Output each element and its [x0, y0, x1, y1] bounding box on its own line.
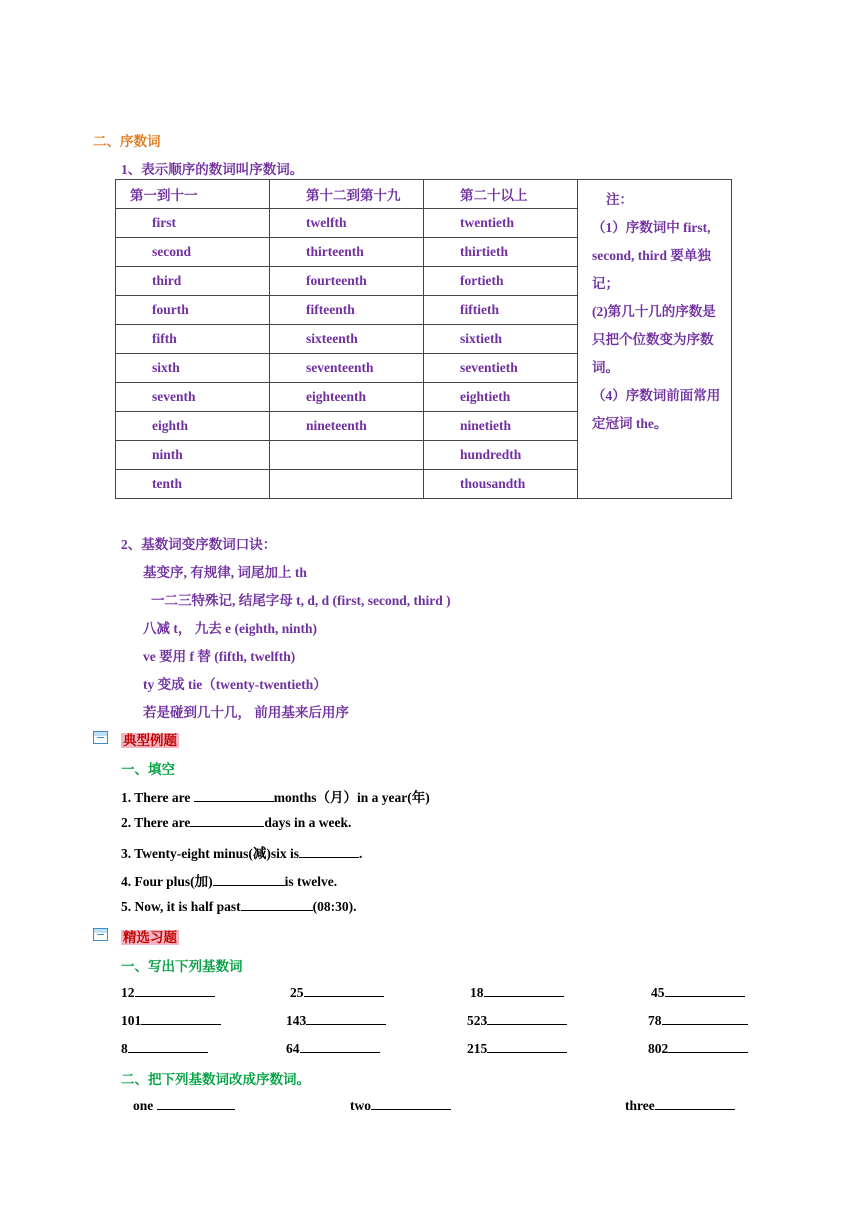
- examples-sub: 一、填空: [121, 762, 175, 777]
- number-label: 101: [121, 1013, 142, 1028]
- exercises-sub-1: 一、写出下列基数词: [121, 959, 243, 974]
- examples-heading: 典型例题: [123, 733, 177, 748]
- table-cell: fiftieth: [424, 296, 578, 325]
- example-text: 3. Twenty-eight minus(减)six is: [121, 846, 300, 861]
- table-cell: eighth: [116, 412, 270, 441]
- number-item: [121, 1040, 208, 1057]
- table-cell: [270, 441, 424, 470]
- table-cell: fortieth: [424, 267, 578, 296]
- answer-blank[interactable]: [299, 845, 359, 858]
- answer-blank[interactable]: [668, 1040, 748, 1053]
- table-cell: seventieth: [424, 354, 578, 383]
- example-item: [121, 842, 362, 862]
- answer-blank[interactable]: [662, 1012, 748, 1025]
- number-item: [286, 1012, 386, 1029]
- book-icon: [93, 731, 108, 744]
- example-text: (08:30).: [312, 899, 357, 914]
- number-item: [286, 1040, 380, 1057]
- table-cell: third: [116, 267, 270, 296]
- word-item: [625, 1097, 735, 1114]
- example-text: 2. There are: [121, 815, 191, 830]
- table-header: 第十二到第十九: [270, 180, 424, 209]
- table-cell: thirtieth: [424, 238, 578, 267]
- word-item: [133, 1097, 235, 1114]
- table-cell: seventeenth: [270, 354, 424, 383]
- word-label: three: [625, 1098, 655, 1113]
- book-icon: [93, 928, 108, 941]
- number-label: 78: [648, 1013, 662, 1028]
- example-text: 1. There are: [121, 790, 194, 805]
- number-item: [651, 984, 745, 1001]
- number-item: [648, 1040, 748, 1057]
- table-header: 第二十以上: [424, 180, 578, 209]
- table-cell: hundredth: [424, 441, 578, 470]
- point-2-title: 2、基数词变序数词口诀：: [121, 537, 277, 552]
- section-title: 二、序数词: [93, 134, 161, 149]
- table-cell: nineteenth: [270, 412, 424, 441]
- example-text: 5. Now, it is half past: [121, 899, 241, 914]
- table-cell: fourth: [116, 296, 270, 325]
- number-item: [121, 984, 215, 1001]
- answer-blank[interactable]: [484, 984, 564, 997]
- answer-blank[interactable]: [306, 1012, 386, 1025]
- point-1: 1、表示顺序的数词叫序数词。: [121, 162, 304, 177]
- answer-blank[interactable]: [194, 789, 274, 802]
- word-item: [350, 1097, 451, 1114]
- example-item: [121, 814, 351, 831]
- number-item: [467, 1012, 567, 1029]
- number-label: 8: [121, 1041, 128, 1056]
- table-cell: twentieth: [424, 209, 578, 238]
- number-label: 18: [470, 985, 484, 1000]
- answer-blank[interactable]: [487, 1012, 567, 1025]
- note-line: (2)第几十几的序数是只把个位数变为序数词。: [592, 304, 716, 375]
- table-cell: ninth: [116, 441, 270, 470]
- table-note: [578, 180, 732, 499]
- answer-blank[interactable]: [157, 1097, 235, 1110]
- mnemonic-line: 基变序, 有规律, 词尾加上 th: [143, 565, 307, 580]
- ordinal-table: [115, 179, 732, 499]
- exercises-sub-2: 二、把下列基数词改成序数词。: [121, 1072, 310, 1087]
- table-cell: fourteenth: [270, 267, 424, 296]
- number-label: 45: [651, 985, 665, 1000]
- example-text: is twelve.: [284, 874, 338, 889]
- table-cell: eighteenth: [270, 383, 424, 412]
- exercises-heading: 精选习题: [123, 930, 177, 945]
- exercises-heading-wrap: [121, 926, 179, 946]
- answer-blank[interactable]: [128, 1040, 208, 1053]
- mnemonic-line: ve 要用 f 替 (fifth, twelfth): [143, 649, 296, 664]
- answer-blank[interactable]: [141, 1012, 221, 1025]
- table-cell: seventh: [116, 383, 270, 412]
- examples-heading-wrap: [121, 729, 179, 749]
- mnemonic-line: 一二三特殊记, 结尾字母 t, d, d (first, second, third ): [151, 593, 451, 608]
- number-item: [470, 984, 564, 1001]
- example-text: months（月）in a year(年): [273, 790, 430, 805]
- example-text: .: [359, 846, 363, 861]
- table-cell: first: [116, 209, 270, 238]
- number-label: 143: [286, 1013, 307, 1028]
- note-line: （1）序数词中 first, second, third 要单独记；: [592, 220, 711, 291]
- table-cell: twelfth: [270, 209, 424, 238]
- table-cell: second: [116, 238, 270, 267]
- table-cell: sixteenth: [270, 325, 424, 354]
- answer-blank[interactable]: [487, 1040, 567, 1053]
- table-cell: thirteenth: [270, 238, 424, 267]
- answer-blank[interactable]: [371, 1097, 451, 1110]
- table-cell: fifth: [116, 325, 270, 354]
- answer-blank[interactable]: [213, 873, 285, 886]
- table-cell: sixth: [116, 354, 270, 383]
- number-item: [467, 1040, 567, 1057]
- answer-blank[interactable]: [241, 898, 313, 911]
- example-text: days in a week.: [264, 815, 352, 830]
- answer-blank[interactable]: [135, 984, 215, 997]
- number-item: [121, 1012, 221, 1029]
- number-item: [290, 984, 384, 1001]
- table-cell: sixtieth: [424, 325, 578, 354]
- table-cell: thousandth: [424, 470, 578, 499]
- table-cell: tenth: [116, 470, 270, 499]
- answer-blank[interactable]: [190, 814, 264, 827]
- table-header-row: [116, 180, 732, 209]
- mnemonic-line: 若是碰到几十几， 前用基来后用序: [143, 705, 349, 720]
- answer-blank[interactable]: [665, 984, 745, 997]
- example-text: 4. Four plus(加): [121, 874, 213, 889]
- mnemonic-line: ty 变成 tie（twenty-twentieth）: [143, 677, 327, 692]
- number-label: 64: [286, 1041, 300, 1056]
- number-label: 215: [467, 1041, 488, 1056]
- note-line: （4）序数词前面常用定冠词 the。: [592, 388, 721, 431]
- word-label: one: [133, 1098, 157, 1113]
- number-label: 523: [467, 1013, 488, 1028]
- table-cell: [270, 470, 424, 499]
- table-cell: ninetieth: [424, 412, 578, 441]
- example-item: [121, 898, 357, 915]
- answer-blank[interactable]: [655, 1097, 735, 1110]
- word-label: two: [350, 1098, 371, 1113]
- number-label: 802: [648, 1041, 669, 1056]
- table-header: 第一到十一: [116, 180, 270, 209]
- note-title: 注：: [606, 192, 633, 207]
- table-cell: eightieth: [424, 383, 578, 412]
- number-label: 25: [290, 985, 304, 1000]
- example-item: [121, 870, 337, 890]
- number-label: 12: [121, 985, 135, 1000]
- number-item: [648, 1012, 748, 1029]
- answer-blank[interactable]: [300, 1040, 380, 1053]
- table-cell: fifteenth: [270, 296, 424, 325]
- answer-blank[interactable]: [304, 984, 384, 997]
- example-item: [121, 786, 430, 806]
- mnemonic-line: 八减 t， 九去 e (eighth, ninth): [143, 621, 318, 636]
